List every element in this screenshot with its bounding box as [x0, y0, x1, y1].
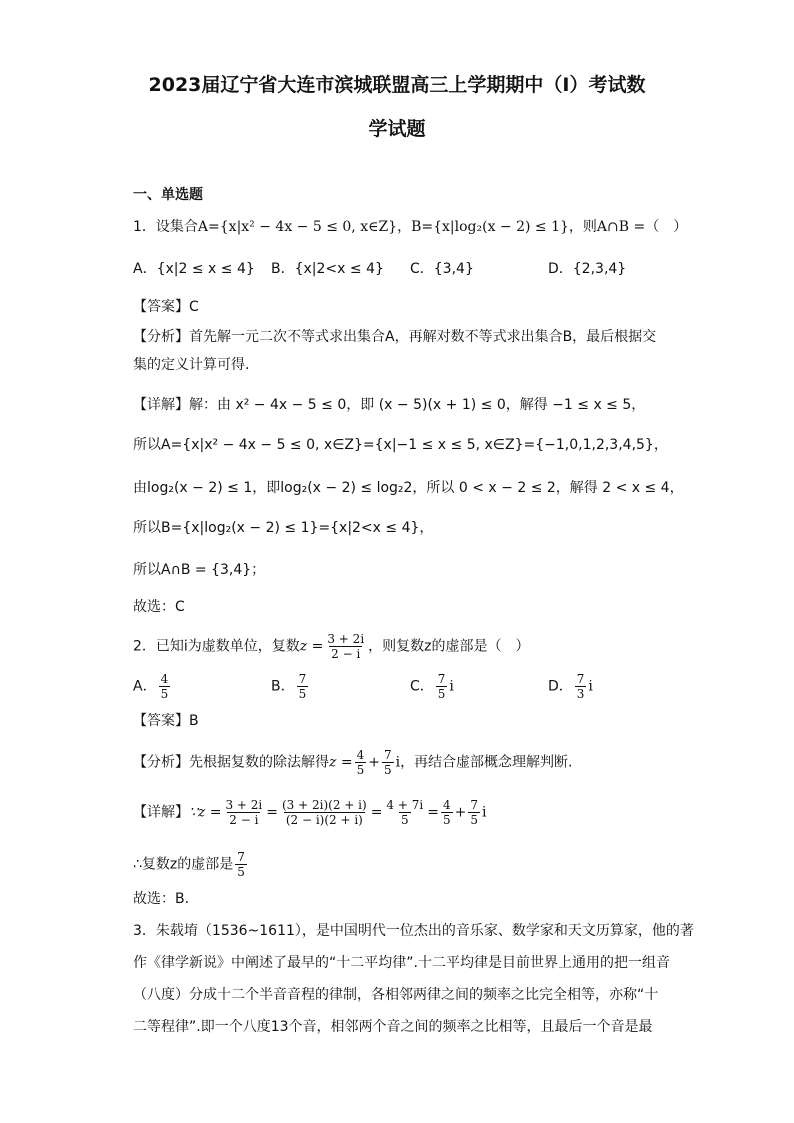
q2-detail: [133, 798, 486, 827]
q2-option-a-num: 4: [160, 672, 169, 686]
q1-detail-line-2: 所以A={x|x² − 4x − 5 ≤ 0, x∈Z}={x|−1 ≤ x ≤ 5, x∈Z}={−1,0,1,2,3,4,5}，: [133, 437, 668, 453]
q2-option-d: [548, 672, 593, 701]
q2-detail-frac-3-num: 4 + 7i: [386, 798, 424, 812]
q1-set-a: A={x|x² − 4x − 5 ≤ 0, x∈Z}: [197, 219, 398, 235]
q1-detail-line-3: 由log₂(x − 2) ≤ 1，即log₂(x − 2) ≤ log₂2，所以 0 < x − 2 ≤ 2，解得 2 < x ≤ 4，: [133, 480, 684, 496]
q2-detail-frac-2-num: (3 + 2i)(2 + i): [282, 798, 367, 812]
q1-stem-then: ，则: [568, 219, 597, 235]
q2-option-c-label: C．: [410, 678, 434, 695]
q2-detail-eq-1: =: [266, 804, 278, 821]
q3-line-2: 作《律学新说》中阐述了最早的“十二平均律”.十二平均律是目前世界上通用的把一组音: [133, 955, 670, 971]
q2-analysis-frac-1: [355, 748, 367, 777]
q2-detail-frac-1: [223, 798, 264, 827]
q2-option-d-frac: [575, 672, 587, 701]
q2-detail-frac-5-num: 7: [470, 798, 478, 812]
q2-option-d-den: 3: [576, 687, 585, 701]
q2-choose: 故选：B.: [133, 891, 190, 907]
q2-answer: 【答案】B: [133, 713, 199, 729]
q2-detail-frac-3: [384, 798, 425, 827]
q2-detail-eq-2: =: [370, 804, 383, 821]
q2-option-b-num: 7: [298, 672, 307, 686]
q2-option-b-frac: [297, 672, 309, 701]
q2-option-c: [410, 672, 454, 701]
q2-option-c-frac: [436, 672, 448, 701]
q2-fraction-den: 2 − i: [331, 647, 361, 661]
q2-analysis-frac-1-den: 5: [356, 763, 365, 777]
q2-option-a-frac: [159, 672, 171, 701]
q2-option-b-den: 5: [298, 687, 307, 701]
q2-stem: [133, 632, 530, 661]
q2-z-eq: z =: [299, 638, 324, 655]
q2-detail-frac-4: [441, 798, 453, 827]
q2-analysis-frac-2-num: 7: [383, 748, 392, 762]
q2-detail-frac-1-den: 2 − i: [229, 813, 259, 827]
q2-detail-label: 【详解】: [133, 804, 189, 821]
section-heading: 一、单选题: [133, 187, 203, 203]
q2-stem-suffix: ，则复数z的虚部是（ ）: [368, 638, 530, 655]
q3-line-3: （八度）分成十二个半音音程的律制，各相邻两律之间的频率之比完全相等，亦称“十: [133, 987, 659, 1003]
q2-option-c-den: 5: [437, 687, 446, 701]
q2-analysis-plus: +: [368, 754, 380, 771]
q2-analysis-frac-2: [382, 748, 394, 777]
q1-stem: [133, 218, 687, 236]
q2-option-b: [271, 672, 310, 701]
q1-option-a: A．{x|2 ≤ x ≤ 4}: [133, 261, 255, 277]
q2-option-d-num: 7: [576, 672, 585, 686]
q1-answer: 【答案】C: [133, 299, 199, 315]
q2-option-a-label: A．: [133, 678, 157, 695]
q1-detail-line-4: 所以B={x|log₂(x − 2) ≤ 1}={x|2<x ≤ 4}，: [133, 520, 434, 536]
document-title-line-2: 学试题: [368, 118, 426, 140]
q2-detail-eq-3: =: [427, 804, 439, 821]
q2-analysis-frac-1-num: 4: [356, 748, 365, 762]
q1-option-c: C．{3,4}: [410, 261, 474, 277]
q2-conclusion-den: 5: [237, 865, 245, 879]
q2-detail-frac-5-den: 5: [470, 813, 478, 827]
q2-option-c-i: i: [449, 678, 454, 695]
q2-fraction: [325, 632, 366, 661]
q2-conclusion-num: 7: [237, 850, 245, 864]
q1-choose: 故选：C: [133, 599, 185, 615]
q2-detail-plus: +: [454, 804, 467, 821]
q2-analysis-frac-2-den: 5: [383, 763, 392, 777]
q2-detail-frac-3-den: 5: [401, 813, 409, 827]
q2-analysis-i: i: [395, 754, 401, 771]
q1-ask: A∩B =: [596, 219, 646, 235]
q2-analysis-suffix: ，再结合虚部概念理解判断.: [400, 754, 573, 771]
q2-option-d-label: D．: [548, 678, 573, 695]
q2-detail-frac-2: [280, 798, 369, 827]
q2-analysis-prefix: 【分析】先根据复数的除法解得: [133, 754, 329, 771]
document-title-line-1: 2023届辽宁省大连市滨城联盟高三上学期期中（Ⅰ）考试数: [148, 74, 646, 96]
q2-conclusion-frac: [235, 850, 247, 879]
q1-detail-line-5: 所以A∩B = {3,4}；: [133, 562, 266, 578]
q2-option-c-num: 7: [437, 672, 446, 686]
q1-detail-line-1: 【详解】解：由 x² − 4x − 5 ≤ 0，即 (x − 5)(x + 1) ≤ 0，解得 −1 ≤ x ≤ 5，: [133, 397, 646, 413]
q2-detail-frac-4-den: 5: [442, 813, 451, 827]
q3-line-1: 3．朱载堉（1536~1611），是中国明代一位杰出的音乐家、数学家和天文历算家，他的著: [133, 923, 694, 939]
q2-detail-frac-4-num: 4: [442, 798, 451, 812]
q2-stem-prefix: 2．已知i为虚数单位，复数: [133, 638, 300, 655]
q1-stem-prefix: 1．设集合: [133, 219, 198, 235]
q1-analysis-line-1: 【分析】首先解一元二次不等式求出集合A，再解对数不等式求出集合B，最后根据交: [133, 329, 657, 345]
q1-stem-sep: ，: [397, 219, 412, 235]
q2-option-a: [133, 672, 172, 701]
q2-analysis: [133, 748, 573, 777]
q2-detail-i: i: [481, 804, 487, 821]
q2-conclusion-text: ∴复数z的虚部是: [133, 856, 234, 873]
q2-analysis-z: z =: [329, 754, 353, 771]
q2-conclusion: [133, 850, 249, 879]
q2-fraction-num: 3 + 2i: [327, 632, 365, 646]
q1-blank: （ ）: [645, 219, 688, 235]
q3-line-4: 二等程律”.即一个八度13个音，相邻两个音之间的频率之比相等，且最后一个音是最: [133, 1019, 653, 1035]
q1-option-d: D．{2,3,4}: [548, 261, 627, 277]
q2-detail-frac-5: [468, 798, 480, 827]
q2-option-d-i: i: [588, 678, 593, 695]
q1-set-b: B={x|log₂(x − 2) ≤ 1}: [411, 219, 569, 235]
q2-detail-frac-2-den: (2 − i)(2 + i): [285, 813, 363, 827]
q2-option-b-label: B．: [271, 678, 295, 695]
q2-detail-frac-1-num: 3 + 2i: [225, 798, 263, 812]
q2-option-a-den: 5: [160, 687, 169, 701]
q1-analysis-line-2: 集的定义计算可得.: [133, 357, 250, 373]
q1-option-b: B．{x|2<x ≤ 4}: [271, 261, 384, 277]
q2-detail-because: ∵z =: [189, 804, 222, 821]
